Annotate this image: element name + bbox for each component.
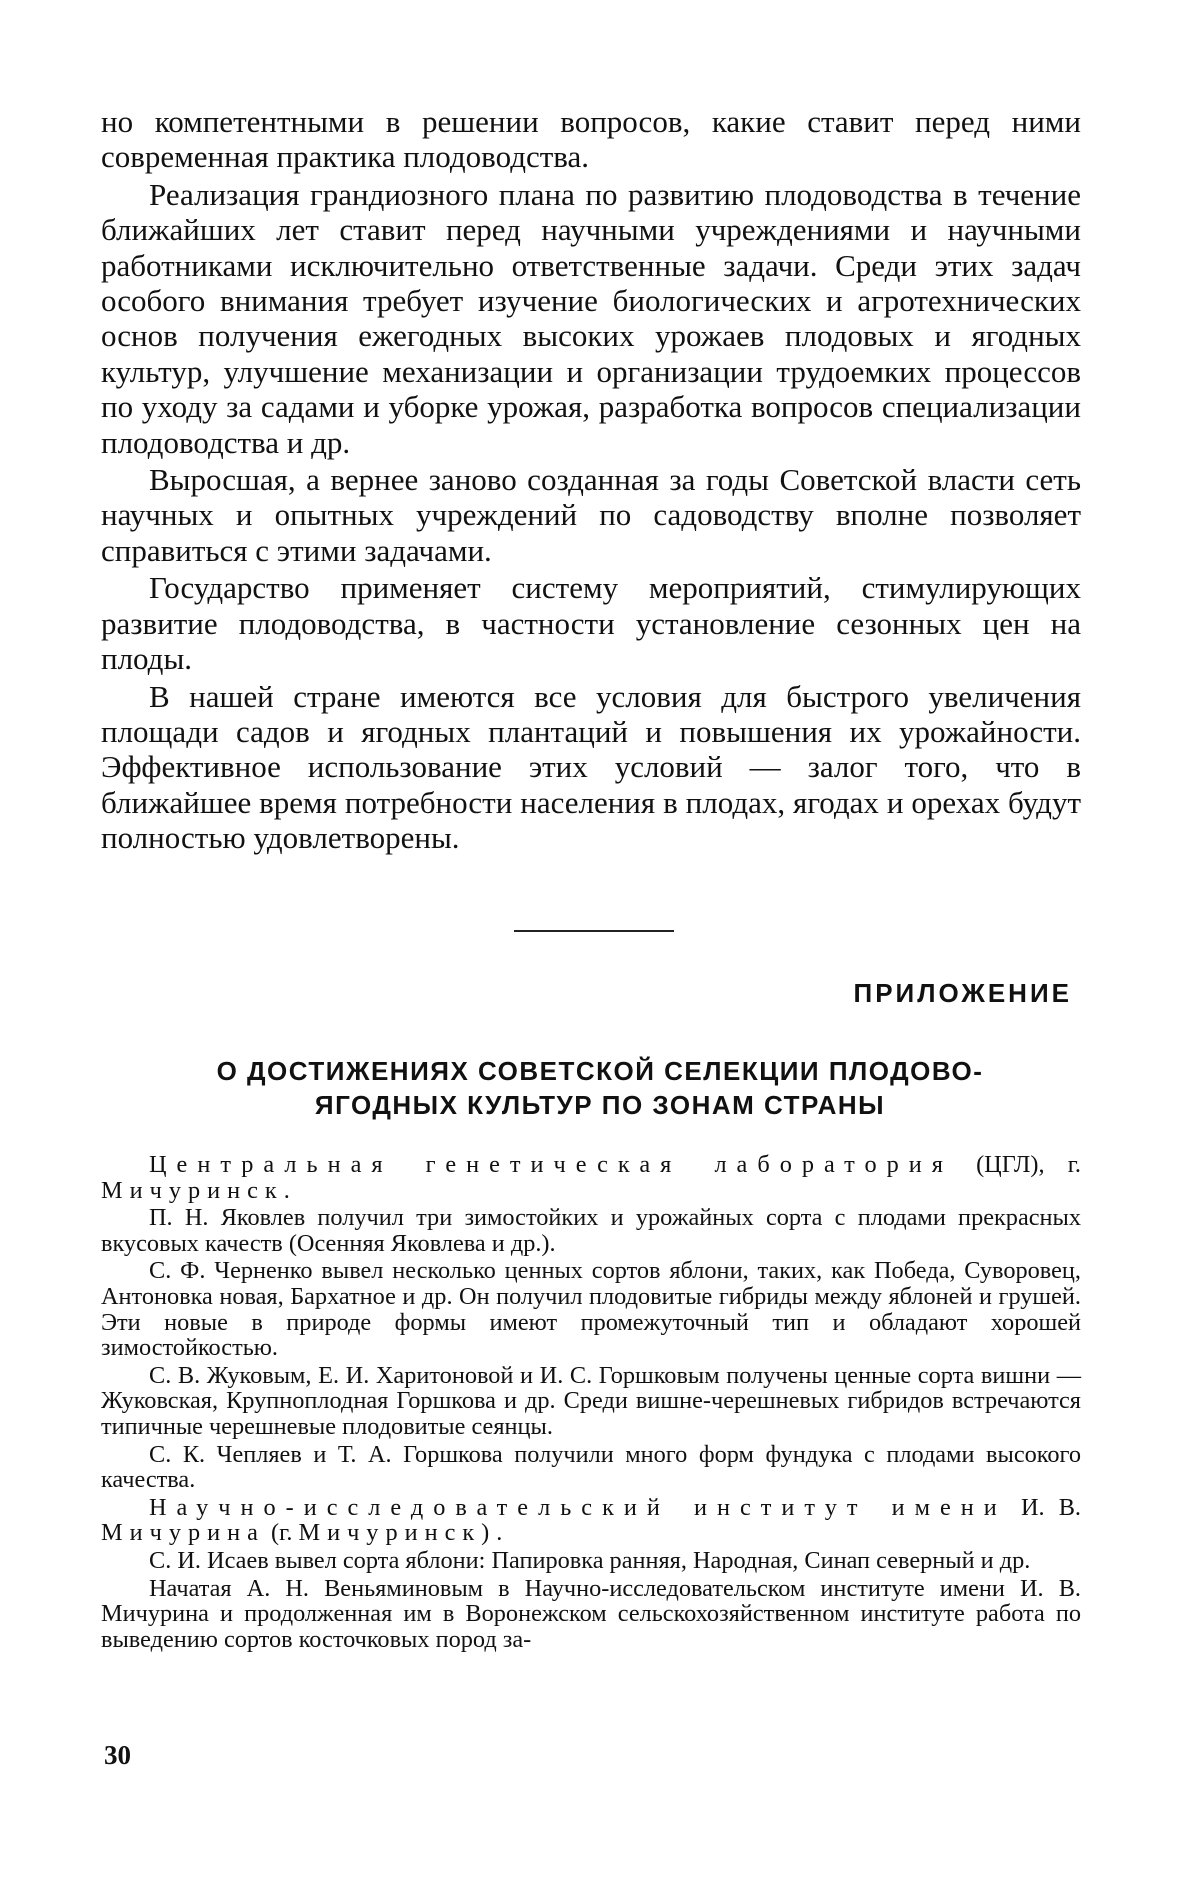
paragraph-continuation: но компетентными в решении вопросов, какие ставит перед ними современная практика плодоводства. (101, 104, 1081, 175)
niim-name: Научно-исследовательский институт имени (149, 1493, 1007, 1521)
appendix-title-line-1: О ДОСТИЖЕНИЯХ СОВЕТСКОЙ СЕЛЕКЦИИ ПЛОДОВО- (216, 1056, 984, 1086)
appendix-label: ПРИЛОЖЕНИЕ (853, 978, 1072, 1008)
section-divider (514, 930, 674, 932)
appendix-title-line-2: ЯГОДНЫХ КУЛЬТУР ПО ЗОНАМ СТРАНЫ (314, 1090, 886, 1120)
paragraph-conditions: В нашей стране имеются все условия для быстрого увеличения площади садов и ягодных плантаций и повышения их урожайности. Эффективное использование этих условий — залог того, что в ближайшее время потребности населения в плодах, ягодах и орехах будут полностью удовлетворены. (101, 678, 1081, 856)
cgl-abbr: (ЦГЛ), г. (976, 1151, 1081, 1178)
niim-person: И. В. (1020, 1493, 1081, 1521)
appendix-title (140, 1054, 1060, 1122)
appendix-body-text (101, 1152, 1081, 1654)
niim-city: Мичуринск). (298, 1519, 510, 1547)
institution-michurin (101, 1495, 1081, 1546)
paragraph-network: Выросшая, а вернее заново созданная за годы Советской власти сеть научных и опытных учреждений по садоводству вполне позволяет справиться с этими задачами. (101, 462, 1081, 568)
paragraph-plan: Реализация грандиозного плана по развитию плодоводства в течение ближайших лет ставит перед научными учреждениями и научными работниками исключительно ответственные задачи. Среди этих задач особого внимания требует изучение биологических и агротехнических основ получения ежегодных высоких урожаев плодовых и ягодных культур, улучшение механизации и организации трудоемких процессов по уходу за садами и уборке урожая, разработка вопросов специализации плодоводства и др. (101, 176, 1081, 460)
niim-city-prefix: (г. (271, 1519, 293, 1547)
paragraph-venyaminov: Начатая А. Н. Веньяминовым в Научно-исследовательском институте имени И. В. Мичурина и продолженная им в Воронежском сельскохозяйственном институте работа по выведению сортов косточковых пород за- (101, 1574, 1081, 1653)
cgl-city: Мичуринск. (101, 1176, 297, 1204)
institution-cgl (101, 1152, 1081, 1203)
main-body-text (101, 104, 1081, 858)
paragraph-state: Государство применяет систему мероприятий, стимулирующих развитие плодоводства, в частности установление сезонных цен на плоды. (101, 570, 1081, 677)
paragraph-zhukov: С. В. Жуковым, Е. И. Харитоновой и И. С. Горшковым получены ценные сорта вишни — Жуковская, Крупноплодная Горшкова и др. Среди вишне-черешневых гибридов встречаются типичные черешневые плодовитые сеянцы. (101, 1361, 1081, 1440)
cgl-name: Центральная генетическая лаборатория (149, 1151, 953, 1178)
niim-surname: Мичурина (101, 1519, 265, 1547)
paragraph-cheplyaev: С. К. Чепляев и Т. А. Горшкова получили много форм фундука с плодами высокого качества. (101, 1440, 1081, 1494)
paragraph-chernenko: С. Ф. Черненко вывел несколько ценных сортов яблони, таких, как Победа, Суворовец, Антоновка новая, Бархатное и др. Он получил плодовитые гибриды между яблоней и грушей. Эти новые в природе формы имеют промежуточный тип и обладают хорошей зимостойкостью. (101, 1257, 1081, 1362)
page-number: 30 (104, 1740, 131, 1770)
paragraph-isaev: С. И. Исаев вывел сорта яблони: Папировка ранняя, Народная, Синап северный и др. (149, 1546, 1031, 1574)
paragraph-yakovlev: П. Н. Яковлев получил три зимостойких и урожайных сорта с плодами прекрасных вкусовых качеств (Осенняя Яковлева и др.). (101, 1204, 1081, 1257)
